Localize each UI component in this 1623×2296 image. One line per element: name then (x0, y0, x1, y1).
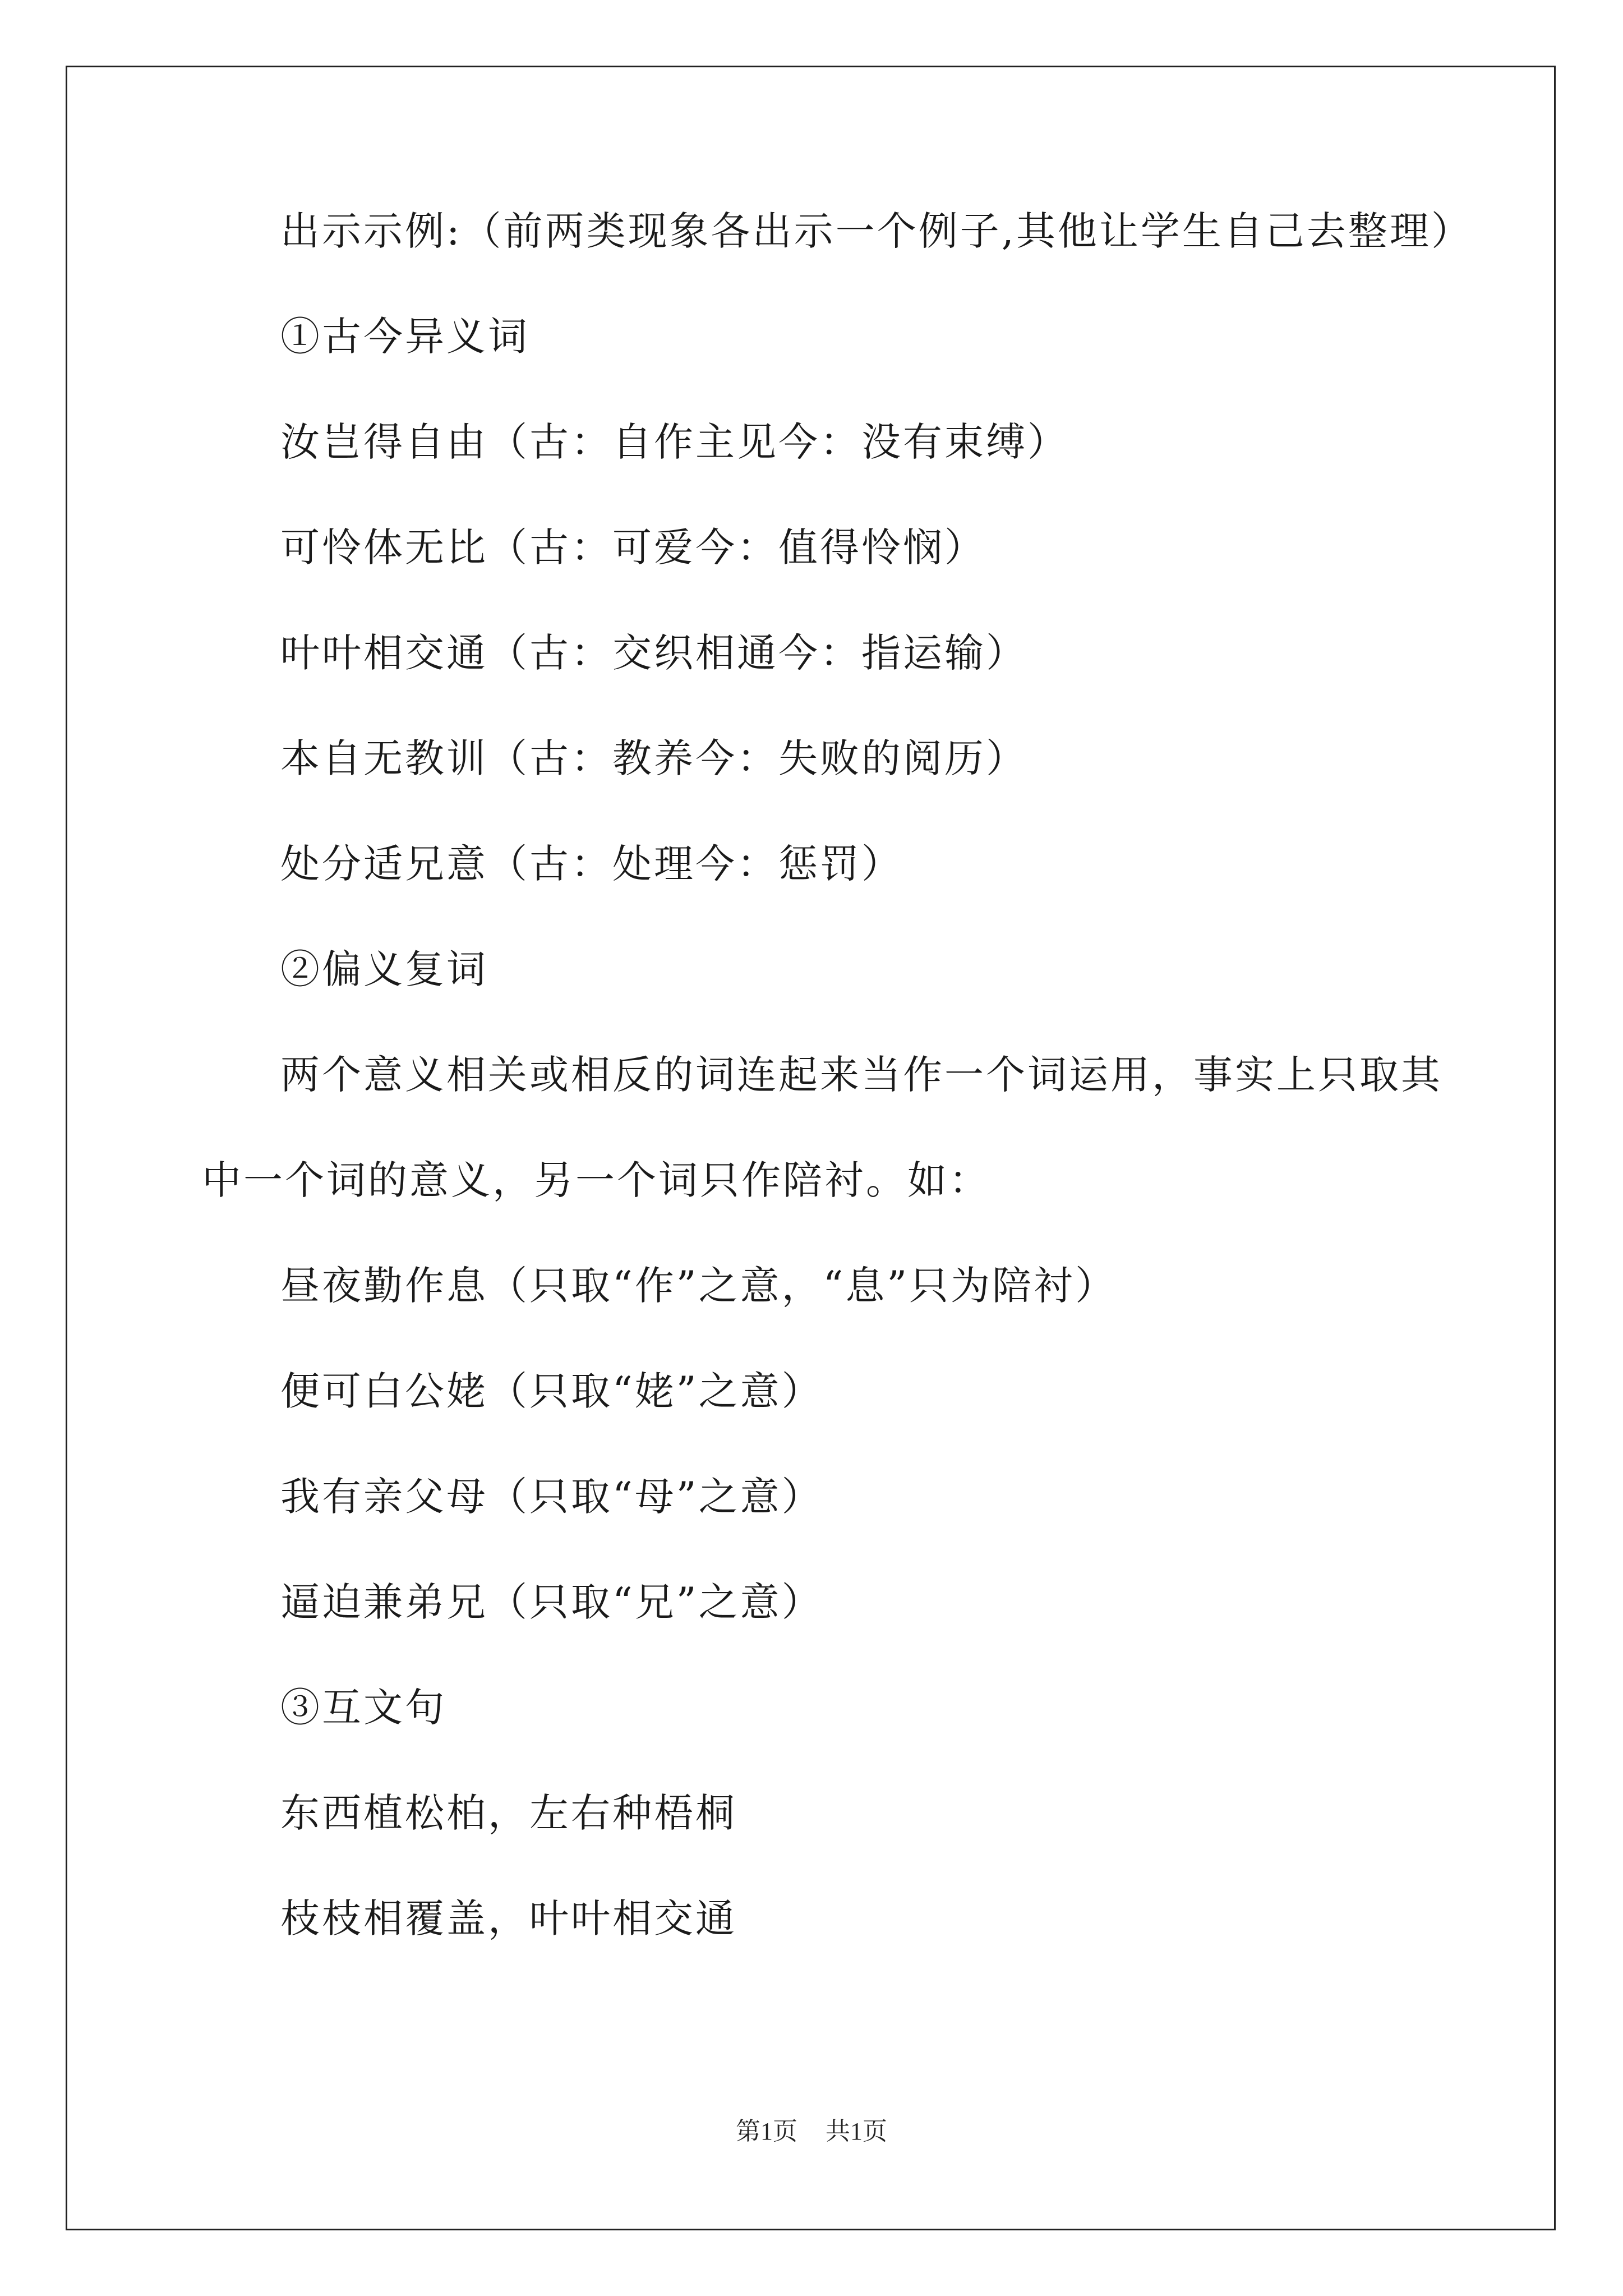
paragraph-line: 汝岂得自由（古：自作主见今：没有束缚） (280, 419, 1069, 465)
section-heading: ③互文句 (280, 1685, 446, 1731)
paragraph-line: 本自无教训（古：教养今：失败的阅历） (280, 735, 1027, 781)
paragraph-line: 昼夜勤作息（只取“作”之意，“息”只为陪衬） (280, 1263, 1117, 1309)
paragraph-line: 东西植松柏，左右种梧桐 (280, 1790, 737, 1836)
page-footer (0, 2115, 1623, 2148)
page-total: 共1页 (826, 2118, 887, 2145)
paragraph-line: 处分适兄意（古：处理今：惩罚） (280, 841, 903, 887)
paragraph-line: 出示示例:（前两类现象各出示一个例子,其他让学生自己去整理） (280, 208, 1473, 254)
section-heading: ②偏义复词 (280, 946, 488, 992)
paragraph-line: 两个意义相关或相反的词连起来当作一个词运用，事实上只取其 (280, 1052, 1442, 1098)
paragraph-line: 可怜体无比（古：可爱今：值得怜悯） (280, 524, 986, 570)
page-number: 第1页 (736, 2118, 797, 2145)
paragraph-line: 叶叶相交通（古：交织相通今：指运输） (280, 630, 1027, 676)
paragraph-line: 我有亲父母（只取“母”之意） (280, 1474, 823, 1520)
paragraph-line: 便可白公姥（只取“姥”之意） (280, 1368, 823, 1414)
paragraph-line: 枝枝相覆盖，叶叶相交通 (280, 1895, 737, 1941)
section-heading: ①古今异义词 (280, 314, 529, 360)
paragraph-line: 逼迫兼弟兄（只取“兄”之意） (280, 1579, 823, 1625)
paragraph-line: 中一个词的意义，另一个词只作陪衬。如： (202, 1157, 990, 1203)
